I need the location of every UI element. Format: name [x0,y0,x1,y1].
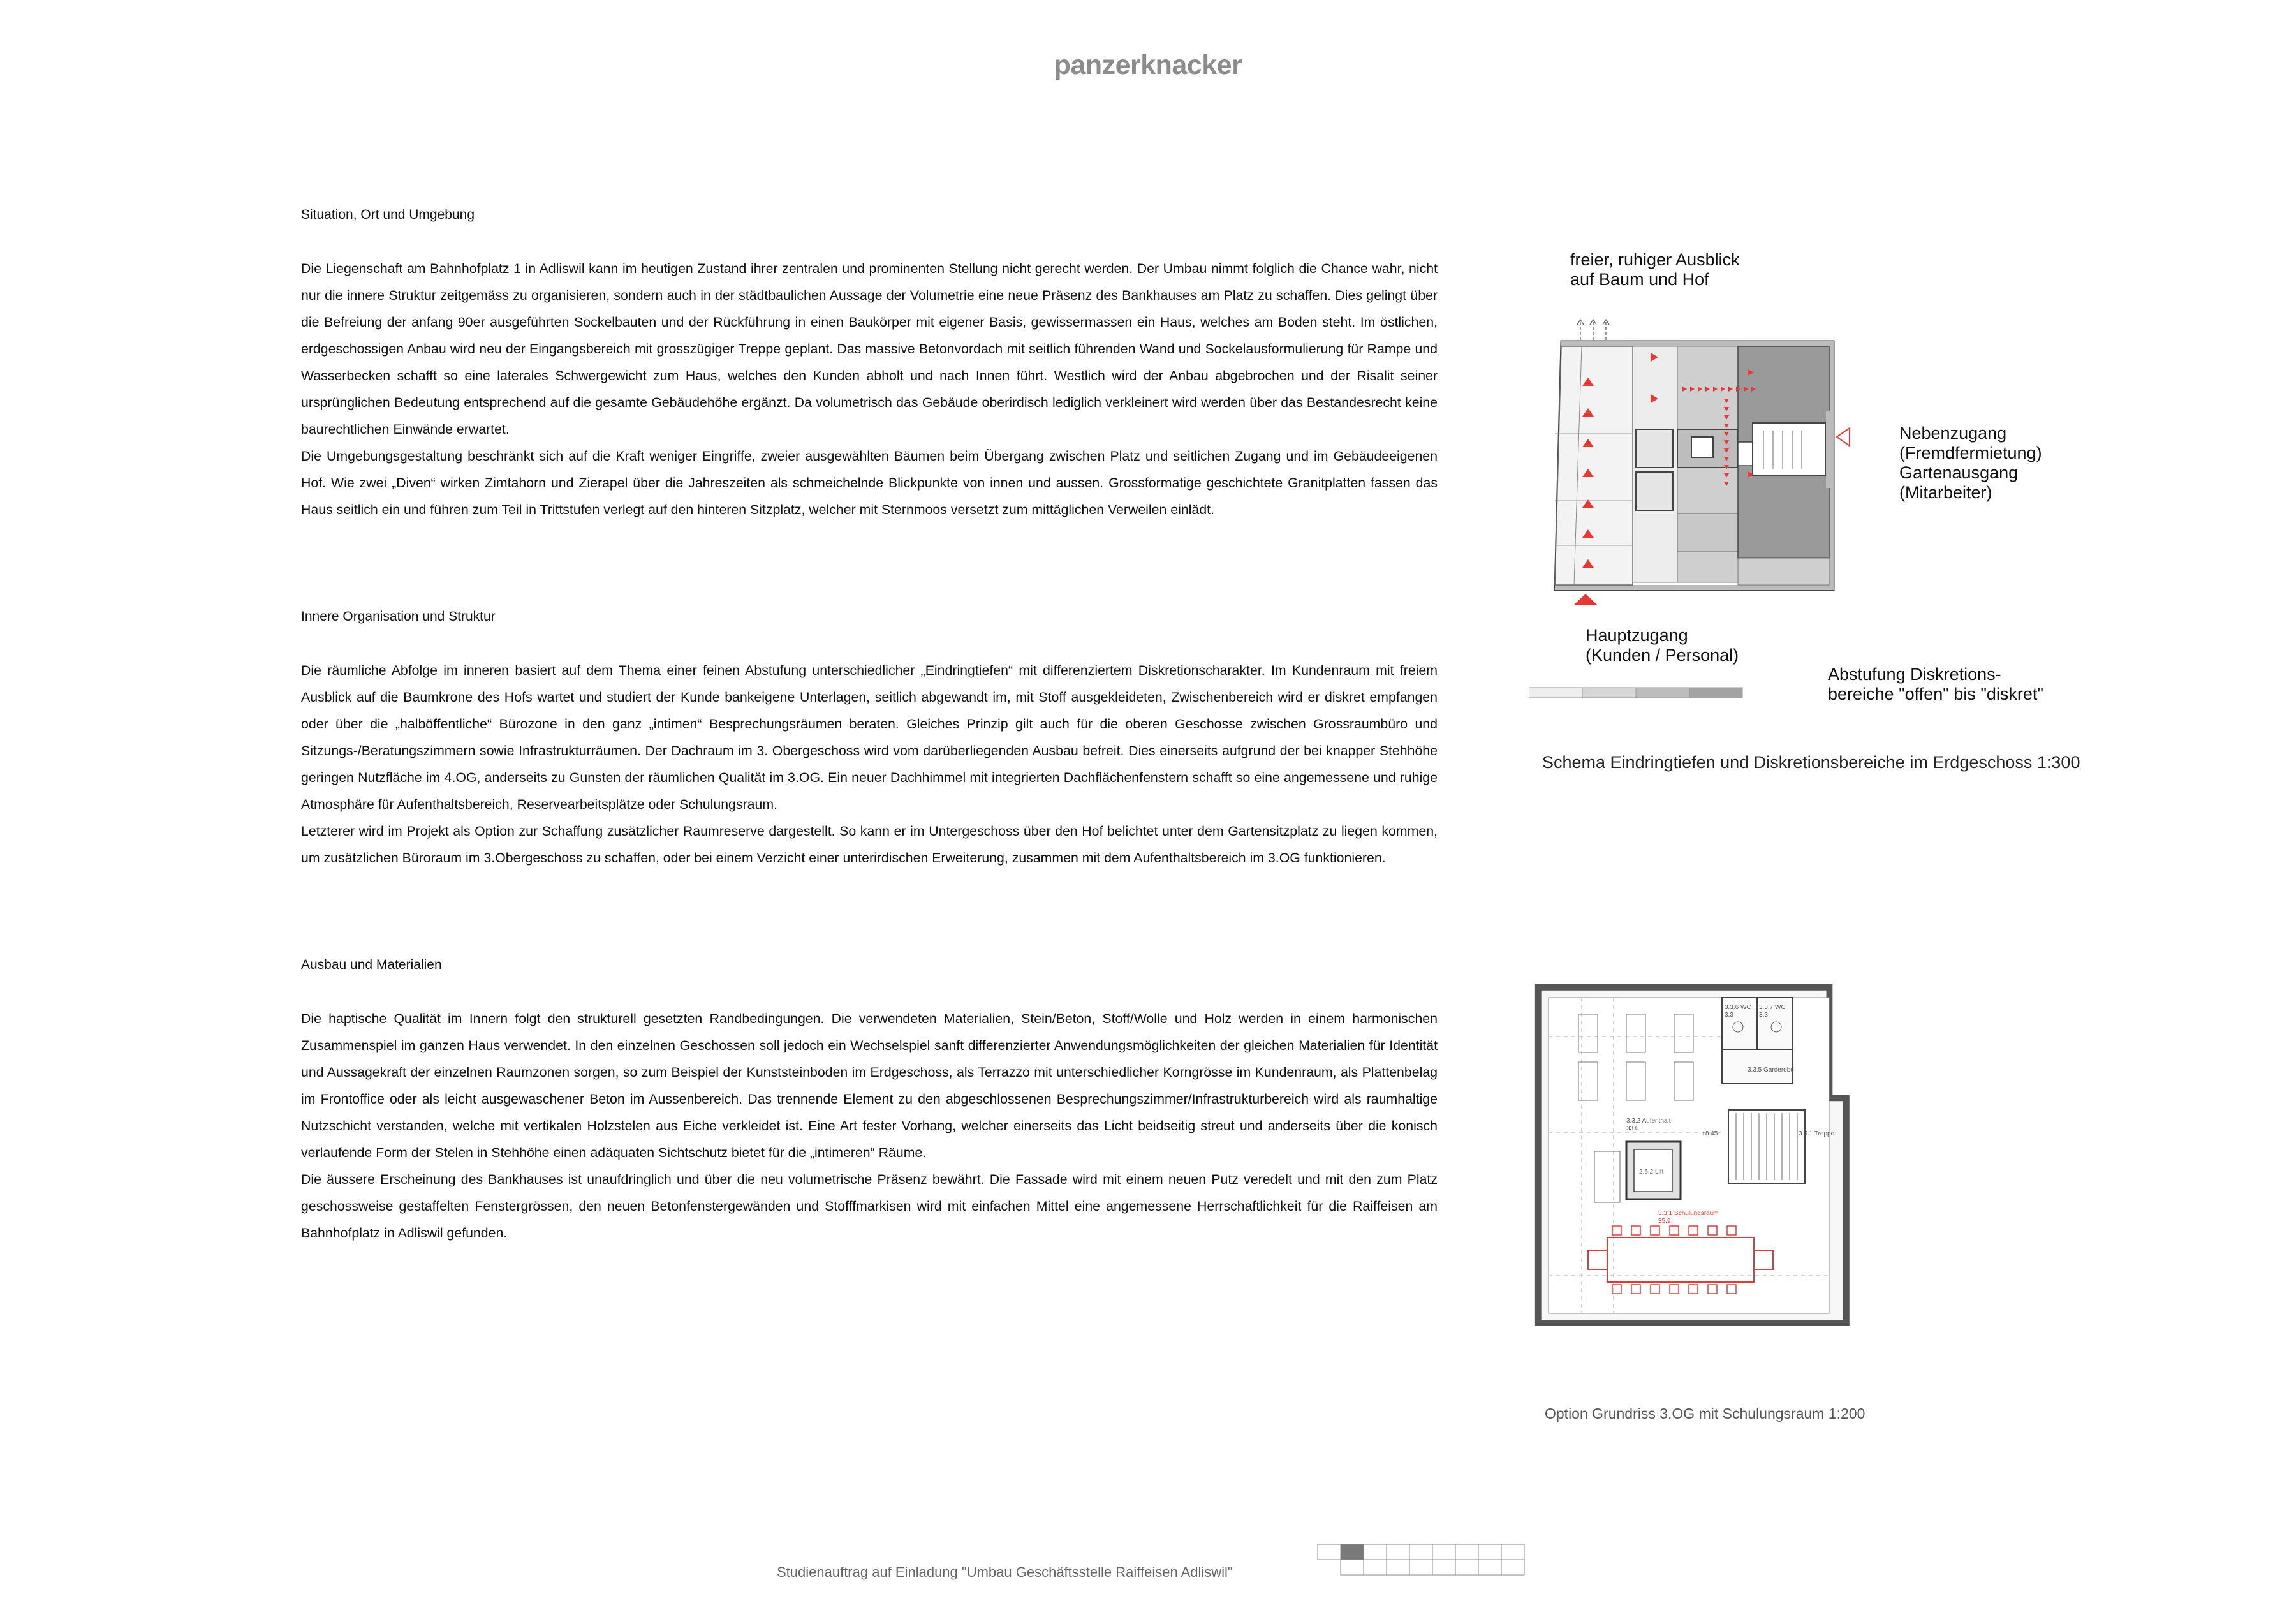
section-title-materialien: Ausbau und Materialien [301,957,442,972]
paragraph: Die äussere Erscheinung des Bankhauses ist unaufdringlich und über die neu volumetrische Präsenz bewährt. Die Fassade wird mit einem neuen Putz veredelt und mit den zum Platz geschossweise gestaffelten Fenstergrössen, den neuen Betonfenstergewänden und Stofffmarkisen wird mit einfachen Mittel eine angemessene Herrschaftlichkeit für die Raiffeisen am Bahnhofplatz in Adliswil gefunden. [301,1172,1438,1241]
label-side-entrance-1: Nebenzugang [1899,424,2007,443]
footer-title: Studienauftrag auf Einladung "Umbau Geschäftsstelle Raiffeisen Adliswil" [777,1564,1233,1580]
paragraph: Letzterer wird im Projekt als Option zur Schaffung zusätzlicher Raumreserve dargestellt. So kann er im Untergeschoss über den Hof belichtet unter dem Gartensitzplatz zu liegen kommen, um zusätzlichen Büroraum im 3.Obergeschoss zu schaffen, oder bei einem Verzicht einer unterirdischen Erweiterung, zusammen mit dem Aufenthaltsbereich im 3.OG funktionieren. [301,823,1438,866]
plan-label-treppe: 3.6.1 Treppe [1799,1130,1835,1137]
section-title-organisation: Innere Organisation und Struktur [301,609,496,624]
brand-logo: panzerknacker [1054,50,1242,80]
label-view-line-1: freier, ruhiger Ausblick [1570,250,1740,269]
text-column [301,202,1438,1246]
plan-label-schulungsraum-area: 35.9 [1658,1218,1671,1225]
discretion-gradient-bar [1529,686,1743,700]
label-view-line-2: auf Baum und Hof [1570,270,1709,289]
label-discretion-scale-1: Abstufung Diskretions- [1828,665,2001,684]
paragraph: Die räumliche Abfolge im inneren basiert auf dem Thema einer feinen Abstufung unterschiedlicher „Eindringtiefen“ mit differenziertem Diskretionscharakter. Im Kundenraum mit freiem Ausblick auf die Baumkrone des Hofs wartet und studiert der Kunde bankeigene Unterlagen, seitlich abgewandt im, mit Stoff ausgekleideten, Zwischenbereich wird er diskret empfangen oder über die „halböffentliche“ Bürozone in den ganz „intimen“ Besprechungsräumen beraten. Gleiches Prinzip gilt auch für die oberen Geschosse zwischen Grossraumbüro und Sitzungs-/Beratungszimmern sowie Infrastrukturräumen. Der Dachraum im 3. Obergeschoss wird vom darüberliegenden Ausbau befreit. Dies einerseits aufgrund der bei knapper Stehhöhe geringen Nutzfläche im 4.OG, anderseits zu Gunsten der räumlichen Qualität im 3.OG. Ein neuer Dachhimmel mit integrierten Dachflächenfenstern schafft so eine angemessene und ruhige Atmosphäre für Aufenthaltsbereich, Reservearbeitsplätze oder Schulungsraum. [301,663,1438,812]
paragraph: Die haptische Qualität im Innern folgt den strukturell gesetzten Randbedingungen. Die verwendeten Materialien, Stein/Beton, Stoff/Wolle und Holz werden in einem harmonischen Zusammenspiel im ganzen Haus verwendet. In den einzelnen Geschossen soll jedoch ein Wechselspiel sanft differenzierter Anwendungsmöglichkeiten der gleichen Materialien für Identität und Aussagekraft der einzelnen Raumzonen sorgen, so zum Beispiel der Kunststeinboden im Erdgeschoss, als Terrazzo mit unterschiedlicher Korngrösse im Kundenraum, als Plattenbelag im Frontoffice oder als leicht ausgewaschener Beton im Aussenbereich. Das trennende Element zu den abgeschlossenen Besprechungszimmer/Infrastrukturbereich wird als raumhaltige Nutzschicht verstanden, welche mit vertikalen Holzstelen aus Eiche verkleidet ist. Eine Art fester Vorhang, welcher einerseits das Licht beidseitig streut und anderseits über die konisch verlaufende Form der Stelen in Stehhöhe einen adäquaten Sichtschutz bietet für die „intimeren“ Räume. [301,1011,1438,1160]
label-side-entrance-3: Gartenausgang [1899,463,2019,482]
plan-label-level: +8.45 [1702,1130,1718,1137]
label-main-entrance-1: Hauptzugang [1586,626,1688,645]
plan-label-aufenthalt-area: 33.0 [1626,1125,1639,1132]
paragraph: Die Liegenschaft am Bahnhofplatz 1 in Adliswil kann im heutigen Zustand ihrer zentralen und prominenten Stellung nicht gerecht werden. Der Umbau nimmt folglich die Chance wahr, nicht nur die innere Struktur zeitgemäss zu organisieren, sondern auch in der städtbaulichen Aussage der Volumetrie eine neue Präsenz des Bankhauses am Platz zu schaffen. Dies gelingt über die Befreiung der anfang 90er ausgeführten Sockelbauten und der Rückführung in einen Baukörper mit eigener Basis, gewissermassen ein Haus, welches am Boden steht. Im östlichen, erdgeschossigen Anbau wird neu der Eingangsbereich mit grosszügiger Treppe geplant. Das massive Betonvordach mit seitlich führenden Wand und Sockelausformulierung für Rampe und Wasserbecken schafft so eine laterales Schwergewicht zum Haus, welches den Kunden abholt und nach Innen führt. Westlich wird der Anbau abgebrochen und der Risalit seiner ursprünglichen Bedeutung entsprechend auf die gesamte Gebäudehöhe ergänzt. Da volumetrisch das Gebäude oberirdisch lediglich verkleinert wird werden über das Bestandesrecht keine baurechtlichen Einwände erwartet. [301,261,1438,437]
plan-label-aufenthalt: 3.3.2 Aufenthalt [1626,1118,1671,1125]
section-title-situation: Situation, Ort und Umgebung [301,207,475,222]
plan-label-wc-1: 3.3.6 WC [1725,1004,1751,1011]
paragraph: Die Umgebungsgestaltung beschränkt sich auf die Kraft weniger Eingriffe, zweier ausgewählten Bäumen beim Übergang zwischen Platz und seitlichen Zugang und im Gebäudeeigenen Hof. Wie zwei „Diven“ wirken Zimtahorn und Zierapel über die Jahreszeiten als schmeichelnde Blickpunkte von innen und aussen. Grossformatige geschichtete Granitplatten fassen das Haus seitlich ein und führen zum Teil in Trittstufen verlegt auf den hinteren Sitzplatz, welcher mit Sternmoos versetzt zum mittäglichen Verweilen einlädt. [301,448,1438,517]
label-side-entrance-2: (Fremdfermietung) [1899,443,2042,462]
label-discretion-scale-2: bereiche "offen" bis "diskret" [1828,684,2044,704]
plan-label-lift: 2.6.2 Lift [1639,1169,1664,1176]
label-main-entrance-2: (Kunden / Personal) [1586,646,1739,665]
plan-label-wc-2: 3.3.7 WC [1759,1004,1786,1011]
floorplan-3og [1531,982,1850,1340]
plan-label-garderobe: 3.3.5 Garderobe [1748,1067,1794,1074]
label-side-entrance-4: (Mitarbeiter) [1899,483,1992,502]
plan-label-wc-2-area: 3.3 [1759,1012,1768,1019]
schema-caption: Schema Eindringtiefen und Diskretionsbereiche im Erdgeschoss 1:300 [1542,753,2080,772]
page-index-grid [1317,1544,1527,1578]
plan-caption: Option Grundriss 3.OG mit Schulungsraum 1:200 [1545,1405,1866,1422]
schema-floorplan [1543,309,1856,616]
plan-label-schulungsraum: 3.3.1 Schulungsraum [1658,1210,1719,1217]
plan-label-wc-1-area: 3.3 [1725,1012,1733,1019]
